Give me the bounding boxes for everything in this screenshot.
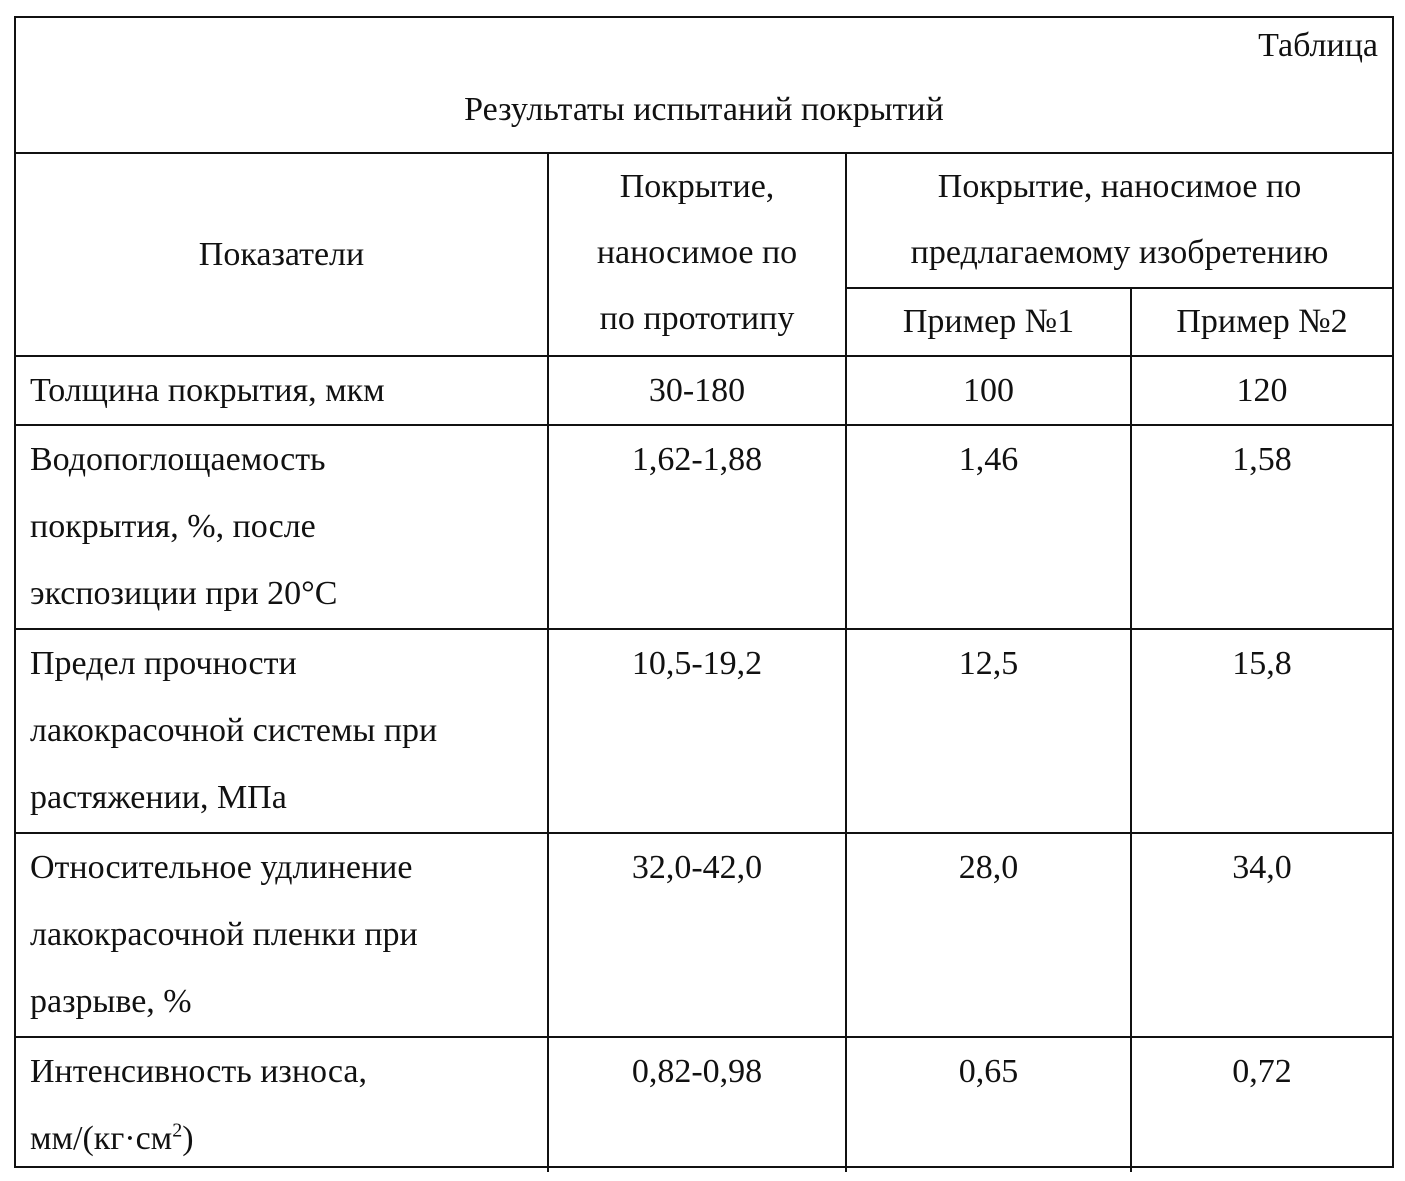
unit-text: мм/(кг·см	[30, 1120, 173, 1157]
header-example2: Пример №2	[1131, 288, 1392, 356]
example2-value: 34,0	[1131, 833, 1392, 1037]
results-table	[16, 154, 1392, 1172]
example2-value: 120	[1131, 356, 1392, 425]
table-caption	[16, 18, 1392, 154]
indicator-line: разрыве, %	[30, 983, 192, 1020]
indicator-line: покрытия, %, после	[30, 508, 316, 545]
row-indicator	[16, 629, 548, 833]
header-invention-line2: предлагаемому изобретению	[910, 234, 1329, 271]
row-indicator	[16, 833, 548, 1037]
example2-value: 1,58	[1131, 425, 1392, 629]
prototype-value: 0,82-0,98	[548, 1037, 846, 1172]
example2-value: 0,72	[1131, 1037, 1392, 1172]
table-row	[16, 1037, 1392, 1172]
example1-value: 12,5	[846, 629, 1131, 833]
indicator-line: Относительное удлинение	[30, 849, 413, 886]
example1-value: 1,46	[846, 425, 1131, 629]
table-label: Таблица	[1258, 27, 1378, 64]
prototype-value: 1,62-1,88	[548, 425, 846, 629]
indicator-line: Интенсивность износа,	[30, 1053, 367, 1090]
indicator-line: экспозиции при 20°С	[30, 575, 338, 612]
indicator-line: Водопоглощаемость	[30, 441, 326, 478]
indicator-line: лакокрасочной системы при	[30, 712, 438, 749]
header-prototype-line3: по прототипу	[599, 300, 795, 337]
row-indicator	[16, 1037, 548, 1172]
header-example1: Пример №1	[846, 288, 1131, 356]
example1-value: 0,65	[846, 1037, 1131, 1172]
indicator-line: лакокрасочной пленки при	[30, 916, 418, 953]
example2-value: 15,8	[1131, 629, 1392, 833]
header-prototype-line2: наносимое по	[596, 234, 798, 271]
table-row	[16, 833, 1392, 1037]
row-indicator	[16, 425, 548, 629]
indicator-line: Толщина покрытия, мкм	[30, 372, 385, 409]
indicator-line: Предел прочности	[30, 645, 297, 682]
header-prototype	[548, 154, 846, 356]
prototype-value: 30-180	[548, 356, 846, 425]
table-row	[16, 629, 1392, 833]
header-invention-line1: Покрытие, наносимое по	[937, 168, 1302, 205]
unit-exponent: 2	[172, 1119, 183, 1142]
header-prototype-line1: Покрытие,	[619, 168, 775, 205]
example1-value: 28,0	[846, 833, 1131, 1037]
document-page	[14, 16, 1394, 1168]
header-row	[16, 154, 1392, 288]
table-title: Результаты испытаний покрытий	[464, 91, 944, 128]
row-indicator	[16, 356, 548, 425]
header-invention	[846, 154, 1392, 288]
example1-value: 100	[846, 356, 1131, 425]
indicator-line	[30, 1105, 547, 1172]
prototype-value: 32,0-42,0	[548, 833, 846, 1037]
prototype-value: 10,5-19,2	[548, 629, 846, 833]
header-indicators: Показатели	[16, 154, 548, 356]
unit-tail: )	[182, 1120, 194, 1157]
table-row	[16, 425, 1392, 629]
indicator-line: растяжении, МПа	[30, 779, 287, 816]
table-row	[16, 356, 1392, 425]
